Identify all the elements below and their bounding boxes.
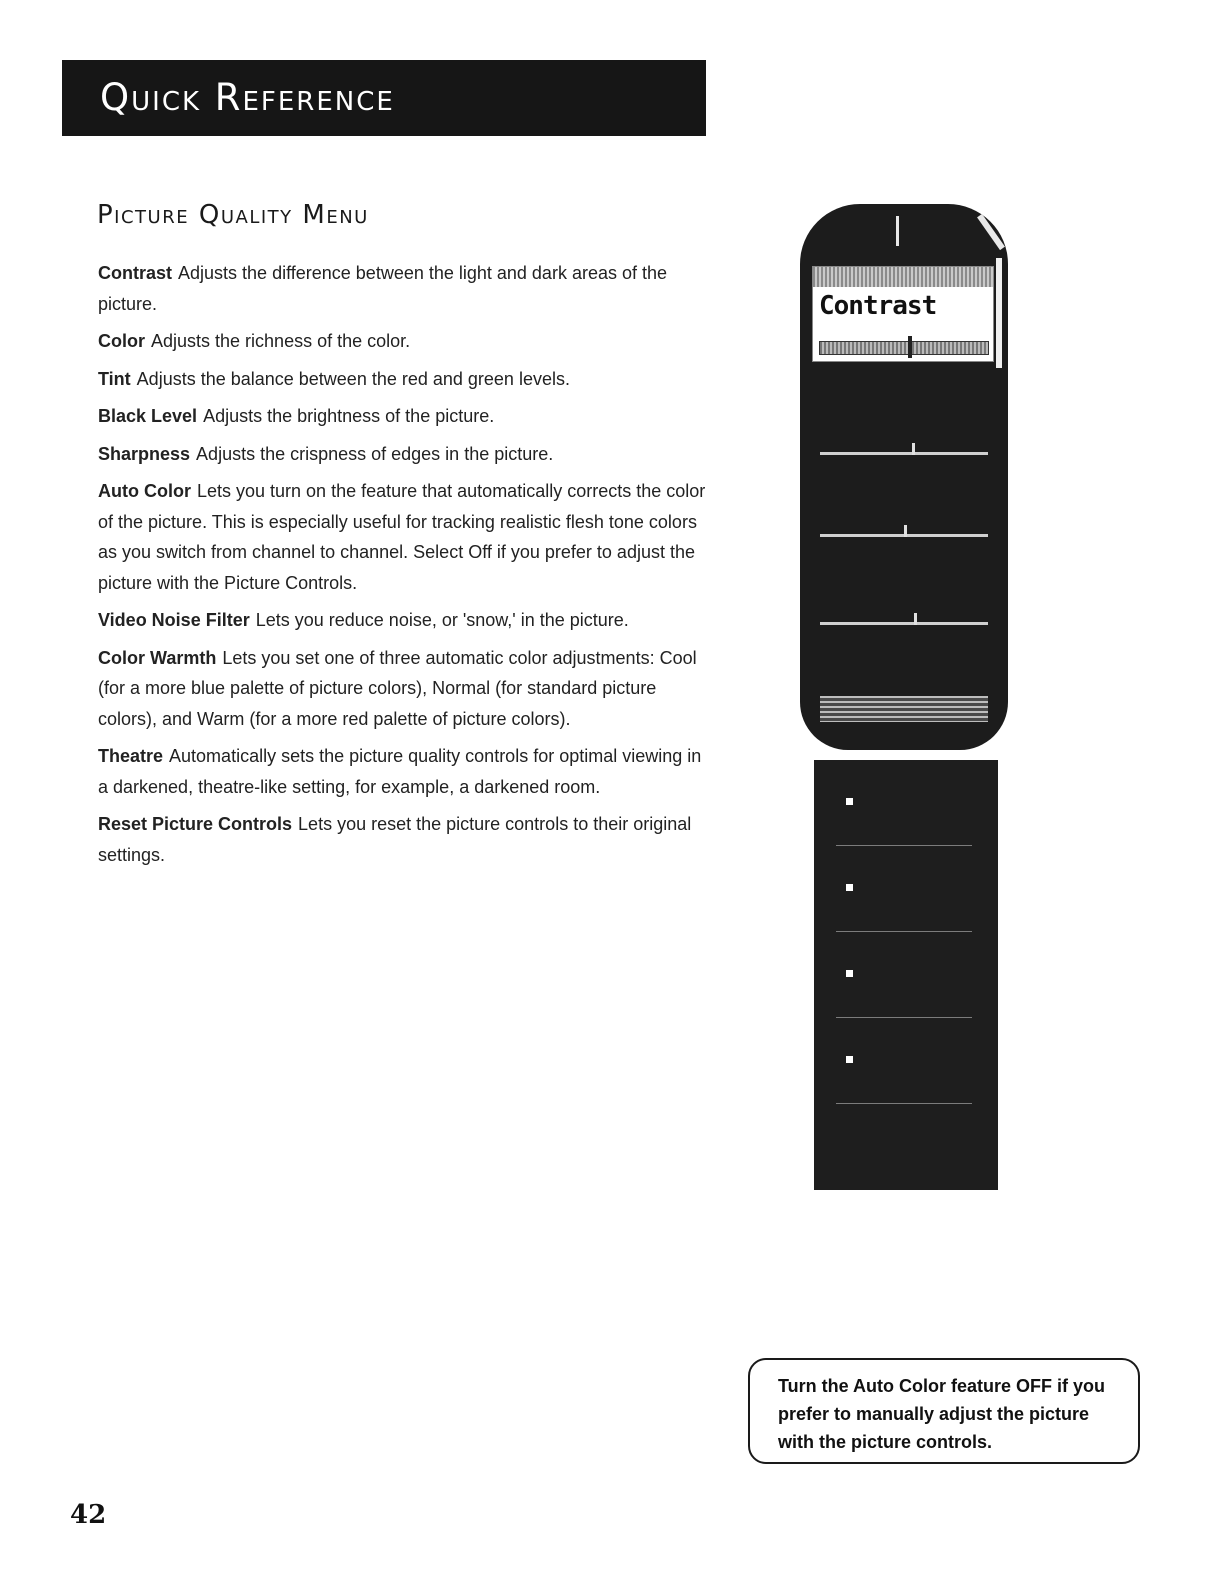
bullet-icon — [846, 798, 853, 805]
selection-bracket — [996, 258, 1002, 368]
definition-text: Lets you turn on the feature that automatically corrects the color of the picture. This is especially useful for tracking realistic flesh tone colors as you switch from channel to channel. Select Off if you prefer to adjust the picture with the Picture Controls. — [98, 481, 706, 593]
definition-term: Black Level — [98, 406, 198, 426]
option-row — [814, 1018, 998, 1104]
slider-knob — [904, 525, 907, 537]
option-row — [814, 760, 998, 846]
picture-menu-illustration — [800, 204, 1008, 750]
contrast-menu-label: Contrast — [819, 291, 937, 321]
definition-text: Lets you reset the picture controls to their original settings. — [98, 814, 692, 865]
tip-text: Turn the Auto Color feature OFF if you prefer to manually adjust the picture with the picture controls. — [778, 1376, 1105, 1452]
option-row — [814, 846, 998, 932]
slider-hatch-pattern — [820, 696, 988, 722]
slider-knob — [908, 336, 912, 358]
bullet-icon — [846, 1056, 853, 1063]
color-slider — [820, 452, 988, 455]
slider-knob — [912, 443, 915, 455]
definition-reset-picture-controls — [98, 809, 710, 870]
definition-text: Adjusts the balance between the red and green levels. — [136, 368, 570, 389]
definition-text: Lets you set one of three automatic color adjustments: Cool (for a more blue palette of picture colors), Normal (for standard picture colors), and Warm (for a more red palette of picture colors). — [98, 647, 697, 729]
definition-color-warmth — [98, 643, 710, 735]
definition-term: Auto Color — [98, 481, 191, 501]
definition-text: Automatically sets the picture quality controls for optimal viewing in a darkened, theatre-like setting, for example, a darkened room. — [98, 746, 702, 797]
definition-term: Theatre — [98, 746, 164, 766]
bullet-icon — [846, 970, 853, 977]
row-divider — [836, 1103, 972, 1104]
black-level-slider — [820, 622, 988, 625]
header-bar — [62, 60, 706, 136]
definition-term: Sharpness — [98, 443, 191, 464]
definition-term: Color Warmth — [98, 647, 217, 668]
tint-slider — [820, 534, 988, 537]
device-top-mark — [896, 216, 899, 246]
definition-video-noise-filter — [98, 605, 710, 636]
definition-list — [98, 258, 710, 877]
definition-auto-color — [98, 476, 710, 598]
option-row — [814, 932, 998, 1018]
definition-tint — [98, 364, 710, 395]
definition-text: Adjusts the richness of the color. — [151, 331, 411, 351]
definition-text: Adjusts the crispness of edges in the picture. — [196, 443, 554, 464]
definition-term: Reset Picture Controls — [98, 814, 293, 834]
definition-term: Tint — [98, 368, 131, 389]
section-title: Picture Quality Menu — [97, 200, 369, 230]
definition-term: Color — [98, 331, 145, 351]
contrast-menu-panel — [812, 266, 994, 362]
page-header-title: Quick Reference — [100, 76, 395, 119]
page-number: 42 — [70, 1500, 107, 1530]
slider-knob — [914, 613, 917, 625]
bullet-icon — [846, 884, 853, 891]
definition-sharpness — [98, 439, 710, 470]
definition-text: Adjusts the difference between the light and dark areas of the picture. — [98, 263, 668, 314]
definition-term: Contrast — [98, 263, 173, 283]
definition-color — [98, 326, 710, 357]
contrast-slider — [819, 341, 989, 355]
definition-black-level — [98, 401, 710, 432]
panel-header-strip — [813, 267, 993, 287]
definition-text: Adjusts the brightness of the picture. — [203, 406, 495, 426]
definition-contrast — [98, 258, 710, 319]
definition-theatre — [98, 741, 710, 802]
picture-options-panel — [814, 760, 998, 1190]
device-corner-mark — [977, 214, 1005, 250]
tip-callout — [748, 1358, 1140, 1464]
definition-term: Video Noise Filter — [98, 610, 250, 630]
definition-text: Lets you reduce noise, or 'snow,' in the picture. — [255, 610, 629, 630]
